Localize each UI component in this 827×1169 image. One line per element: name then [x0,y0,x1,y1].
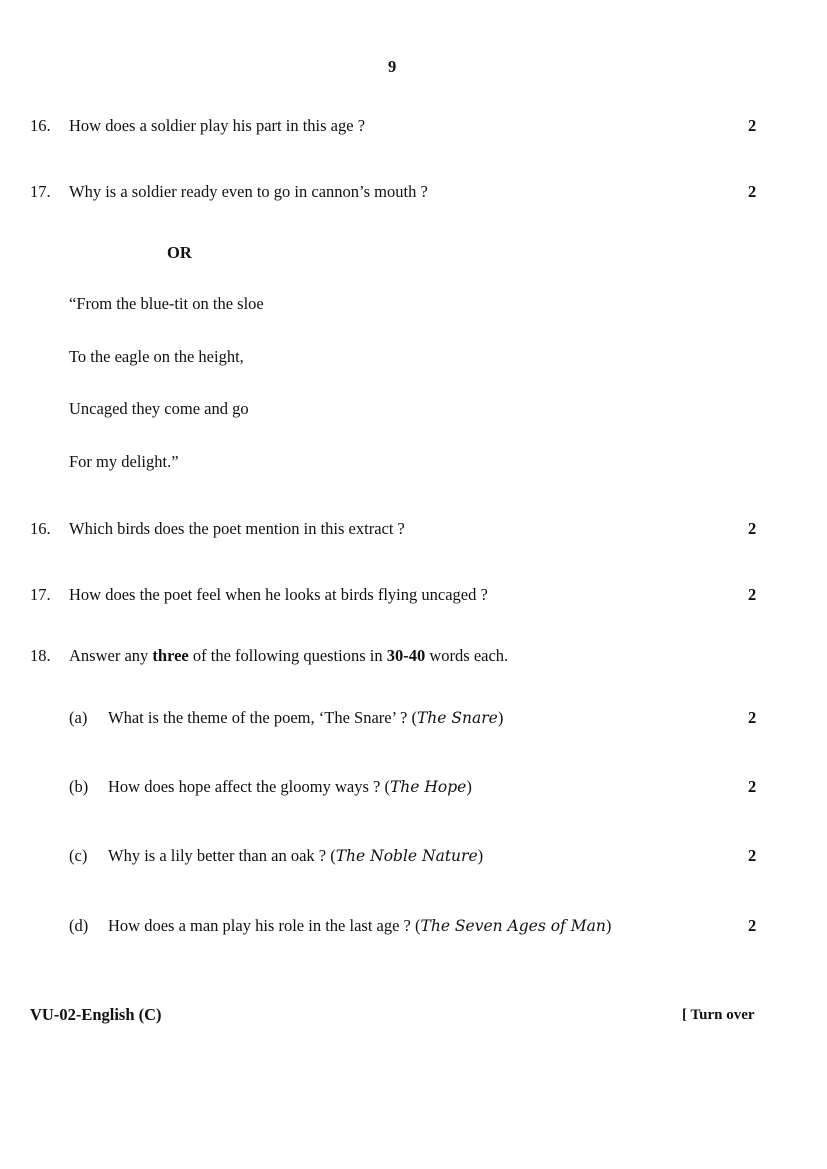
question-16-marks: 2 [748,116,757,135]
footer-turn-over: [ Turn over [682,1007,755,1023]
sub-question-a-marks: 2 [748,708,757,727]
source-title: The Snare [416,709,498,727]
question-17-marks: 2 [748,182,757,201]
alt-question-16-text: Which birds does the poet mention in this extract ? [69,519,405,538]
sub-question-b-marks: 2 [748,777,757,796]
alt-question-17-text: How does the poet feel when he looks at birds flying uncaged ? [69,585,488,604]
sub-question-d-text: How does a man play his role in the last age ? (The Seven Ages of Man) [108,916,612,935]
sub-question-d-marks: 2 [748,916,757,935]
question-16-text: How does a soldier play his part in this age ? [69,116,366,135]
sub-question-c-marks: 2 [748,846,757,865]
source-title: The Noble Nature [335,847,478,865]
sub-question-a-text: What is the theme of the poem, ‘The Snare’ ? (The Snare) [108,708,504,727]
sub-question-d-label: (d) [69,916,89,935]
question-18-number: 18. [30,646,51,665]
question-16-number: 16. [30,116,51,135]
source-title: The Hope [389,778,467,796]
question-17-text: Why is a soldier ready even to go in cannon’s mouth ? [69,182,428,201]
poem-line-3: Uncaged they come and go [69,399,249,418]
page-number: 9 [388,57,397,76]
poem-line-4: For my delight.” [69,452,179,471]
alt-question-17-marks: 2 [748,585,757,604]
poem-line-1: “From the blue-tit on the sloe [69,294,264,313]
question-18-text: Answer any three of the following questions in 30-40 words each. [69,646,509,665]
sub-question-b-text: How does hope affect the gloomy ways ? (The Hope) [108,777,472,796]
or-label: OR [167,243,192,262]
sub-question-b-label: (b) [69,777,89,796]
poem-line-2: To the eagle on the height, [69,347,244,366]
alt-question-16-marks: 2 [748,519,757,538]
alt-question-16-number: 16. [30,519,51,538]
sub-question-a-label: (a) [69,708,88,727]
footer-paper-code: VU-02-English (C) [30,1005,162,1024]
sub-question-c-text: Why is a lily better than an oak ? (The Noble Nature) [108,846,484,865]
alt-question-17-number: 17. [30,585,51,604]
source-title: The Seven Ages of Man [420,917,606,935]
sub-question-c-label: (c) [69,846,88,865]
question-17-number: 17. [30,182,51,201]
